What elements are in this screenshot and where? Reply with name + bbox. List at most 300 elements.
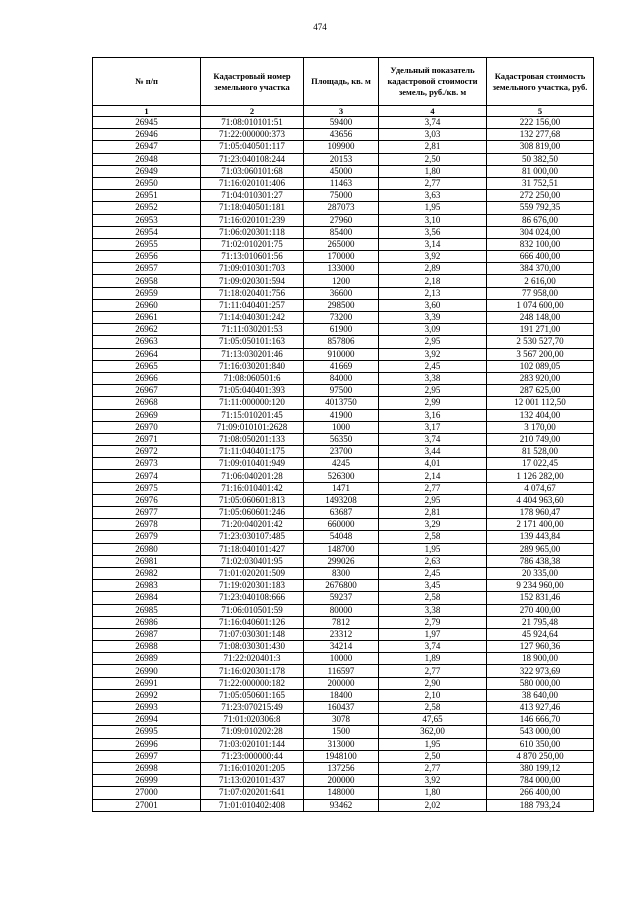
table-row	[93, 433, 594, 445]
specific-value-cell: 2,58	[379, 702, 487, 714]
cadastral-number-cell: 71:16:020101:239	[201, 214, 304, 226]
area-cell: 84000	[304, 372, 379, 384]
table-row	[93, 226, 594, 238]
cadastral-value-cell: 77 958,00	[487, 287, 594, 299]
specific-value-cell: 1,95	[379, 543, 487, 555]
area-cell: 137256	[304, 762, 379, 774]
cadastral-number-cell: 71:01:010402:408	[201, 799, 304, 811]
cadastral-value-cell: 222 156,00	[487, 117, 594, 129]
cadastral-number-cell: 71:11:040401:257	[201, 299, 304, 311]
table-row	[93, 275, 594, 287]
cadastral-value-cell: 2 530 527,70	[487, 336, 594, 348]
area-cell: 45000	[304, 165, 379, 177]
row-number-cell: 26990	[93, 665, 201, 677]
area-cell: 4245	[304, 458, 379, 470]
header-area: Площадь, кв. м	[304, 58, 379, 106]
table-row	[93, 202, 594, 214]
area-cell: 63687	[304, 507, 379, 519]
cadastral-value-cell: 380 199,12	[487, 762, 594, 774]
cadastral-number-cell: 71:11:030201:53	[201, 324, 304, 336]
cadastral-number-cell: 71:01:020306:8	[201, 714, 304, 726]
row-number-cell: 26968	[93, 397, 201, 409]
cadastral-number-cell: 71:15:010201:45	[201, 409, 304, 421]
cadastral-value-cell: 50 382,50	[487, 153, 594, 165]
cadastral-value-cell: 178 960,47	[487, 507, 594, 519]
specific-value-cell: 3,09	[379, 324, 487, 336]
specific-value-cell: 2,81	[379, 507, 487, 519]
row-number-cell: 26975	[93, 482, 201, 494]
table-row	[93, 299, 594, 311]
specific-value-cell: 1,80	[379, 787, 487, 799]
specific-value-cell: 2,81	[379, 141, 487, 153]
row-number-cell: 26948	[93, 153, 201, 165]
specific-value-cell: 3,45	[379, 580, 487, 592]
area-cell: 526300	[304, 470, 379, 482]
specific-value-cell: 3,16	[379, 409, 487, 421]
cadastral-number-cell: 71:08:030301:430	[201, 641, 304, 653]
area-cell: 148700	[304, 543, 379, 555]
cadastral-number-cell: 71:06:010501:59	[201, 604, 304, 616]
table-row	[93, 628, 594, 640]
table-row	[93, 641, 594, 653]
table-row	[93, 409, 594, 421]
cadastral-number-cell: 71:05:060601:246	[201, 507, 304, 519]
specific-value-cell: 2,58	[379, 592, 487, 604]
table-row	[93, 129, 594, 141]
table-row	[93, 689, 594, 701]
area-cell: 61900	[304, 324, 379, 336]
table-row	[93, 787, 594, 799]
cadastral-number-cell: 71:16:030201:840	[201, 360, 304, 372]
specific-value-cell: 2,77	[379, 482, 487, 494]
cadastral-number-cell: 71:16:040601:126	[201, 616, 304, 628]
row-number-cell: 26978	[93, 519, 201, 531]
specific-value-cell: 2,89	[379, 263, 487, 275]
cadastral-value-cell: 17 022,45	[487, 458, 594, 470]
cadastral-value-cell: 3 567 200,00	[487, 348, 594, 360]
area-cell: 20153	[304, 153, 379, 165]
specific-value-cell: 3,17	[379, 421, 487, 433]
specific-value-cell: 3,92	[379, 348, 487, 360]
cadastral-number-cell: 71:09:020301:594	[201, 275, 304, 287]
specific-value-cell: 2,77	[379, 177, 487, 189]
row-number-cell: 26976	[93, 494, 201, 506]
cadastral-number-cell: 71:18:020401:756	[201, 287, 304, 299]
cadastral-number-cell: 71:05:050101:163	[201, 336, 304, 348]
cadastral-value-cell: 102 089,05	[487, 360, 594, 372]
specific-value-cell: 3,29	[379, 519, 487, 531]
area-cell: 4013750	[304, 397, 379, 409]
row-number-cell: 26987	[93, 628, 201, 640]
area-cell: 36600	[304, 287, 379, 299]
row-number-cell: 26949	[93, 165, 201, 177]
area-cell: 54048	[304, 531, 379, 543]
table-row	[93, 702, 594, 714]
specific-value-cell: 2,63	[379, 555, 487, 567]
column-number: 2	[201, 106, 304, 117]
cadastral-value-cell: 18 900,00	[487, 653, 594, 665]
row-number-cell: 26945	[93, 117, 201, 129]
cadastral-number-cell: 71:16:020301:178	[201, 665, 304, 677]
row-number-cell: 26979	[93, 531, 201, 543]
specific-value-cell: 3,60	[379, 299, 487, 311]
cadastral-number-cell: 71:02:030401:95	[201, 555, 304, 567]
area-cell: 23700	[304, 446, 379, 458]
specific-value-cell: 3,38	[379, 604, 487, 616]
table-row	[93, 336, 594, 348]
area-cell: 910000	[304, 348, 379, 360]
header-row	[93, 58, 594, 106]
table-row	[93, 385, 594, 397]
specific-value-cell: 2,99	[379, 397, 487, 409]
column-number: 1	[93, 106, 201, 117]
specific-value-cell: 3,14	[379, 238, 487, 250]
row-number-cell: 26958	[93, 275, 201, 287]
specific-value-cell: 3,92	[379, 251, 487, 263]
cadastral-value-cell: 270 400,00	[487, 604, 594, 616]
area-cell: 133000	[304, 263, 379, 275]
table-row	[93, 567, 594, 579]
specific-value-cell: 2,90	[379, 677, 487, 689]
row-number-cell: 26992	[93, 689, 201, 701]
area-cell: 1471	[304, 482, 379, 494]
cadastral-number-cell: 71:06:020301:118	[201, 226, 304, 238]
table-row	[93, 799, 594, 811]
cadastral-value-cell: 580 000,00	[487, 677, 594, 689]
specific-value-cell: 1,95	[379, 202, 487, 214]
cadastral-value-cell: 543 000,00	[487, 726, 594, 738]
row-number-cell: 27000	[93, 787, 201, 799]
cadastral-value-cell: 9 234 960,00	[487, 580, 594, 592]
table-row	[93, 360, 594, 372]
cadastral-value-cell: 81 000,00	[487, 165, 594, 177]
row-number-cell: 26961	[93, 312, 201, 324]
cadastral-value-cell: 210 749,00	[487, 433, 594, 445]
cadastral-value-cell: 610 350,00	[487, 738, 594, 750]
specific-value-cell: 4,01	[379, 458, 487, 470]
table-row	[93, 348, 594, 360]
cadastral-number-cell: 71:16:010201:205	[201, 762, 304, 774]
table-row	[93, 604, 594, 616]
cadastral-number-cell: 71:14:040301:242	[201, 312, 304, 324]
cadastral-number-cell: 71:23:070215:49	[201, 702, 304, 714]
cadastral-number-cell: 71:11:000000:120	[201, 397, 304, 409]
specific-value-cell: 2,79	[379, 616, 487, 628]
header-specific-value: Удельный показатель кадастровой стоимости земель, руб./кв. м	[379, 58, 487, 106]
cadastral-value-cell: 304 024,00	[487, 226, 594, 238]
row-number-cell: 26959	[93, 287, 201, 299]
specific-value-cell: 3,10	[379, 214, 487, 226]
table-row	[93, 312, 594, 324]
table-row	[93, 726, 594, 738]
cadastral-number-cell: 71:05:040501:117	[201, 141, 304, 153]
specific-value-cell: 47,65	[379, 714, 487, 726]
cadastral-value-cell: 2 616,00	[487, 275, 594, 287]
cadastral-value-cell: 127 960,36	[487, 641, 594, 653]
specific-value-cell: 2,58	[379, 531, 487, 543]
table-row	[93, 117, 594, 129]
area-cell: 41669	[304, 360, 379, 372]
cadastral-value-cell: 132 277,68	[487, 129, 594, 141]
table-row	[93, 470, 594, 482]
row-number-cell: 26994	[93, 714, 201, 726]
cadastral-number-cell: 71:11:040401:175	[201, 446, 304, 458]
cadastral-number-cell: 71:03:020101:144	[201, 738, 304, 750]
row-number-cell: 26969	[93, 409, 201, 421]
area-cell: 93462	[304, 799, 379, 811]
cadastral-value-cell: 3 170,00	[487, 421, 594, 433]
specific-value-cell: 1,97	[379, 628, 487, 640]
cadastral-number-cell: 71:18:040101:427	[201, 543, 304, 555]
cadastral-number-cell: 71:02:010201:75	[201, 238, 304, 250]
cadastral-number-cell: 71:20:040201:42	[201, 519, 304, 531]
cadastral-number-cell: 71:23:040108:666	[201, 592, 304, 604]
column-number: 5	[487, 106, 594, 117]
cadastral-value-cell: 308 819,00	[487, 141, 594, 153]
cadastral-number-cell: 71:13:010601:56	[201, 251, 304, 263]
cadastral-value-cell: 86 676,00	[487, 214, 594, 226]
table-row	[93, 677, 594, 689]
row-number-cell: 26952	[93, 202, 201, 214]
cadastral-value-cell: 4 074,67	[487, 482, 594, 494]
cadastral-number-cell: 71:07:020201:641	[201, 787, 304, 799]
cadastral-number-cell: 71:13:020101:437	[201, 775, 304, 787]
table-row	[93, 372, 594, 384]
area-cell: 3078	[304, 714, 379, 726]
cadastral-value-cell: 38 640,00	[487, 689, 594, 701]
table-row	[93, 775, 594, 787]
row-number-cell: 26999	[93, 775, 201, 787]
specific-value-cell: 1,89	[379, 653, 487, 665]
cadastral-number-cell: 71:08:010101:51	[201, 117, 304, 129]
table-row	[93, 251, 594, 263]
cadastral-value-cell: 81 528,00	[487, 446, 594, 458]
cadastral-value-cell: 266 400,00	[487, 787, 594, 799]
row-number-cell: 26984	[93, 592, 201, 604]
area-cell: 116597	[304, 665, 379, 677]
cadastral-number-cell: 71:01:020201:509	[201, 567, 304, 579]
cadastral-value-cell: 45 924,64	[487, 628, 594, 640]
cadastral-value-cell: 139 443,84	[487, 531, 594, 543]
specific-value-cell: 3,44	[379, 446, 487, 458]
row-number-cell: 26980	[93, 543, 201, 555]
area-cell: 160437	[304, 702, 379, 714]
cadastral-value-cell: 4 870 250,00	[487, 750, 594, 762]
cadastral-value-cell: 31 752,51	[487, 177, 594, 189]
cadastral-number-cell: 71:16:020101:406	[201, 177, 304, 189]
specific-value-cell: 2,13	[379, 287, 487, 299]
row-number-cell: 26983	[93, 580, 201, 592]
row-number-cell: 26963	[93, 336, 201, 348]
header-number: № п/п	[93, 58, 201, 106]
specific-value-cell: 2,45	[379, 567, 487, 579]
cadastral-value-cell: 191 271,00	[487, 324, 594, 336]
area-cell: 8300	[304, 567, 379, 579]
row-number-cell: 26982	[93, 567, 201, 579]
cadastral-value-table	[92, 57, 594, 812]
cadastral-value-cell: 784 000,00	[487, 775, 594, 787]
specific-value-cell: 3,38	[379, 372, 487, 384]
specific-value-cell: 3,39	[379, 312, 487, 324]
cadastral-number-cell: 71:08:060501:6	[201, 372, 304, 384]
table-row	[93, 141, 594, 153]
row-number-cell: 26962	[93, 324, 201, 336]
page-number: 474	[313, 22, 327, 32]
area-cell: 287073	[304, 202, 379, 214]
row-number-cell: 26957	[93, 263, 201, 275]
column-number-row	[93, 106, 594, 117]
table-row	[93, 519, 594, 531]
cadastral-number-cell: 71:05:060601:813	[201, 494, 304, 506]
specific-value-cell: 3,56	[379, 226, 487, 238]
cadastral-value-cell: 146 666,70	[487, 714, 594, 726]
cadastral-value-cell: 188 793,24	[487, 799, 594, 811]
table-row	[93, 653, 594, 665]
area-cell: 170000	[304, 251, 379, 263]
cadastral-value-cell: 384 370,00	[487, 263, 594, 275]
cadastral-number-cell: 71:22:000000:373	[201, 129, 304, 141]
specific-value-cell: 3,03	[379, 129, 487, 141]
header-cadastral-number: Кадастровый номер земельного участка	[201, 58, 304, 106]
table-row	[93, 214, 594, 226]
cadastral-value-cell: 413 927,46	[487, 702, 594, 714]
row-number-cell: 26981	[93, 555, 201, 567]
table-row	[93, 287, 594, 299]
area-cell: 265000	[304, 238, 379, 250]
cadastral-number-cell: 71:22:020401:3	[201, 653, 304, 665]
cadastral-value-cell: 248 148,00	[487, 312, 594, 324]
area-cell: 10000	[304, 653, 379, 665]
specific-value-cell: 3,74	[379, 433, 487, 445]
table-row	[93, 153, 594, 165]
table-row	[93, 750, 594, 762]
specific-value-cell: 2,02	[379, 799, 487, 811]
table-row	[93, 714, 594, 726]
row-number-cell: 26946	[93, 129, 201, 141]
area-cell: 200000	[304, 677, 379, 689]
cadastral-number-cell: 71:05:040401:393	[201, 385, 304, 397]
area-cell: 1948100	[304, 750, 379, 762]
row-number-cell: 26977	[93, 507, 201, 519]
table-row	[93, 738, 594, 750]
specific-value-cell: 2,95	[379, 494, 487, 506]
cadastral-number-cell: 71:13:030201:46	[201, 348, 304, 360]
row-number-cell: 26956	[93, 251, 201, 263]
row-number-cell: 26954	[93, 226, 201, 238]
area-cell: 660000	[304, 519, 379, 531]
table-row	[93, 446, 594, 458]
specific-value-cell: 362,00	[379, 726, 487, 738]
cadastral-value-cell: 272 250,00	[487, 190, 594, 202]
row-number-cell: 26996	[93, 738, 201, 750]
table-row	[93, 324, 594, 336]
cadastral-number-cell: 71:03:060101:68	[201, 165, 304, 177]
cadastral-value-cell: 1 074 600,00	[487, 299, 594, 311]
area-cell: 97500	[304, 385, 379, 397]
table-row	[93, 531, 594, 543]
area-cell: 80000	[304, 604, 379, 616]
cadastral-value-cell: 1 126 282,00	[487, 470, 594, 482]
area-cell: 75000	[304, 190, 379, 202]
table-row	[93, 507, 594, 519]
area-cell: 41900	[304, 409, 379, 421]
row-number-cell: 26991	[93, 677, 201, 689]
table-row	[93, 543, 594, 555]
cadastral-value-cell: 12 001 112,50	[487, 397, 594, 409]
area-cell: 2676800	[304, 580, 379, 592]
specific-value-cell: 2,18	[379, 275, 487, 287]
area-cell: 7812	[304, 616, 379, 628]
specific-value-cell: 2,14	[379, 470, 487, 482]
area-cell: 857806	[304, 336, 379, 348]
table-row	[93, 177, 594, 189]
area-cell: 1000	[304, 421, 379, 433]
cadastral-number-cell: 71:19:020301:183	[201, 580, 304, 592]
specific-value-cell: 1,95	[379, 738, 487, 750]
specific-value-cell: 3,92	[379, 775, 487, 787]
area-cell: 73200	[304, 312, 379, 324]
cadastral-number-cell: 71:08:050201:133	[201, 433, 304, 445]
cadastral-number-cell: 71:22:000000:182	[201, 677, 304, 689]
row-number-cell: 26988	[93, 641, 201, 653]
cadastral-value-cell: 20 335,00	[487, 567, 594, 579]
cadastral-number-cell: 71:09:010401:949	[201, 458, 304, 470]
area-cell: 298500	[304, 299, 379, 311]
cadastral-value-cell: 786 438,38	[487, 555, 594, 567]
cadastral-value-cell: 666 400,00	[487, 251, 594, 263]
table-row	[93, 238, 594, 250]
cadastral-value-cell: 559 792,35	[487, 202, 594, 214]
table-row	[93, 580, 594, 592]
row-number-cell: 26973	[93, 458, 201, 470]
table-row	[93, 421, 594, 433]
row-number-cell: 26972	[93, 446, 201, 458]
column-number: 3	[304, 106, 379, 117]
specific-value-cell: 2,50	[379, 153, 487, 165]
table-row	[93, 494, 594, 506]
cadastral-value-cell: 132 404,00	[487, 409, 594, 421]
row-number-cell: 26986	[93, 616, 201, 628]
area-cell: 1200	[304, 275, 379, 287]
cadastral-number-cell: 71:09:010202:28	[201, 726, 304, 738]
row-number-cell: 26993	[93, 702, 201, 714]
cadastral-number-cell: 71:06:040201:28	[201, 470, 304, 482]
cadastral-value-cell: 322 973,69	[487, 665, 594, 677]
area-cell: 11463	[304, 177, 379, 189]
area-cell: 56350	[304, 433, 379, 445]
cadastral-number-cell: 71:23:030107:485	[201, 531, 304, 543]
specific-value-cell: 2,10	[379, 689, 487, 701]
row-number-cell: 26953	[93, 214, 201, 226]
row-number-cell: 26998	[93, 762, 201, 774]
row-number-cell: 26947	[93, 141, 201, 153]
table-row	[93, 616, 594, 628]
row-number-cell: 26974	[93, 470, 201, 482]
row-number-cell: 26997	[93, 750, 201, 762]
row-number-cell: 26995	[93, 726, 201, 738]
cadastral-number-cell: 71:23:000000:44	[201, 750, 304, 762]
cadastral-value-cell: 283 920,00	[487, 372, 594, 384]
cadastral-value-cell: 152 831,46	[487, 592, 594, 604]
area-cell: 313000	[304, 738, 379, 750]
column-number: 4	[379, 106, 487, 117]
area-cell: 1500	[304, 726, 379, 738]
area-cell: 109900	[304, 141, 379, 153]
row-number-cell: 26955	[93, 238, 201, 250]
specific-value-cell: 1,80	[379, 165, 487, 177]
specific-value-cell: 3,74	[379, 641, 487, 653]
table-row	[93, 263, 594, 275]
